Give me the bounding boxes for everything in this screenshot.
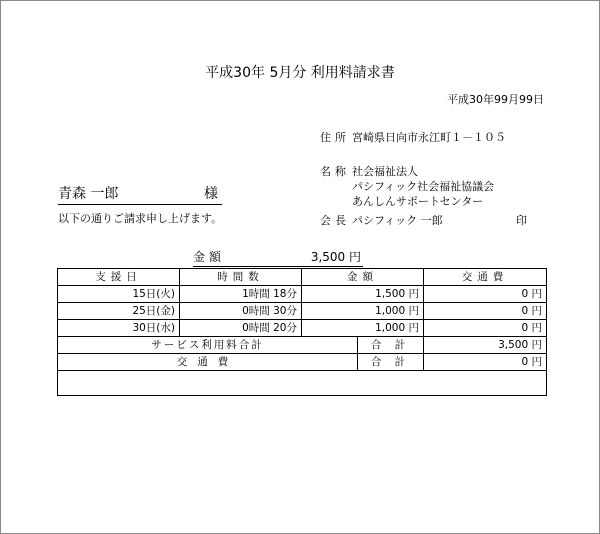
organization-line-3: あんしんサポートセンター [352, 195, 484, 208]
row-date: 25日(金) [58, 303, 180, 320]
recipient-name: 青森 一郎 [58, 186, 119, 202]
header-amount: 金額 [302, 269, 424, 286]
address-value: 宮崎県日向市永江町１－１０５ [352, 131, 506, 144]
transport-total-label: 交通費 [58, 354, 358, 371]
row-amount: 1,000 円 [302, 320, 424, 337]
name-label: 名称 [320, 165, 350, 178]
service-total-row [58, 337, 547, 354]
blank-cell [58, 371, 547, 396]
recipient-honorific: 様 [204, 186, 218, 202]
amount-value: 3,500 円 [310, 250, 361, 264]
table-row [58, 303, 547, 320]
row-transport: 0 円 [424, 303, 547, 320]
total-amount [193, 248, 363, 267]
address-label: 住所 [320, 131, 350, 144]
row-date: 15日(火) [58, 286, 180, 303]
header-transport: 交通費 [424, 269, 547, 286]
row-amount: 1,500 円 [302, 286, 424, 303]
document-title: 平成30年 5月分 利用料請求書 [205, 65, 395, 81]
table-header-row [58, 269, 547, 286]
row-hours: 0時間 30分 [180, 303, 302, 320]
table-row [58, 320, 547, 337]
service-total-sub: 合 計 [358, 337, 424, 354]
chair-label: 会長 [320, 214, 350, 227]
table-row [58, 286, 547, 303]
billing-table [57, 268, 547, 396]
organization-line-1: 社会福祉法人 [352, 165, 418, 178]
row-transport: 0 円 [424, 320, 547, 337]
issue-date: 平成30年99月99日 [447, 93, 544, 106]
row-transport: 0 円 [424, 286, 547, 303]
row-hours: 0時間 20分 [180, 320, 302, 337]
transport-total-row [58, 354, 547, 371]
header-hours: 時間数 [180, 269, 302, 286]
seal-mark: 印 [516, 214, 527, 227]
transport-total-value: 0 円 [424, 354, 547, 371]
organization-line-2: パシフィック社会福祉協議会 [352, 180, 495, 193]
header-date: 支援日 [58, 269, 180, 286]
chair-name: パシフィック 一郎 [352, 214, 443, 227]
transport-total-sub: 合 計 [358, 354, 424, 371]
service-total-value: 3,500 円 [424, 337, 547, 354]
row-hours: 1時間 18分 [180, 286, 302, 303]
row-date: 30日(水) [58, 320, 180, 337]
blank-row [58, 371, 547, 396]
recipient [58, 183, 222, 205]
service-total-label: サービス利用料合計 [58, 337, 358, 354]
amount-label: 金額 [193, 250, 226, 264]
request-text: 以下の通りご請求申し上げます。 [58, 212, 223, 225]
row-amount: 1,000 円 [302, 303, 424, 320]
